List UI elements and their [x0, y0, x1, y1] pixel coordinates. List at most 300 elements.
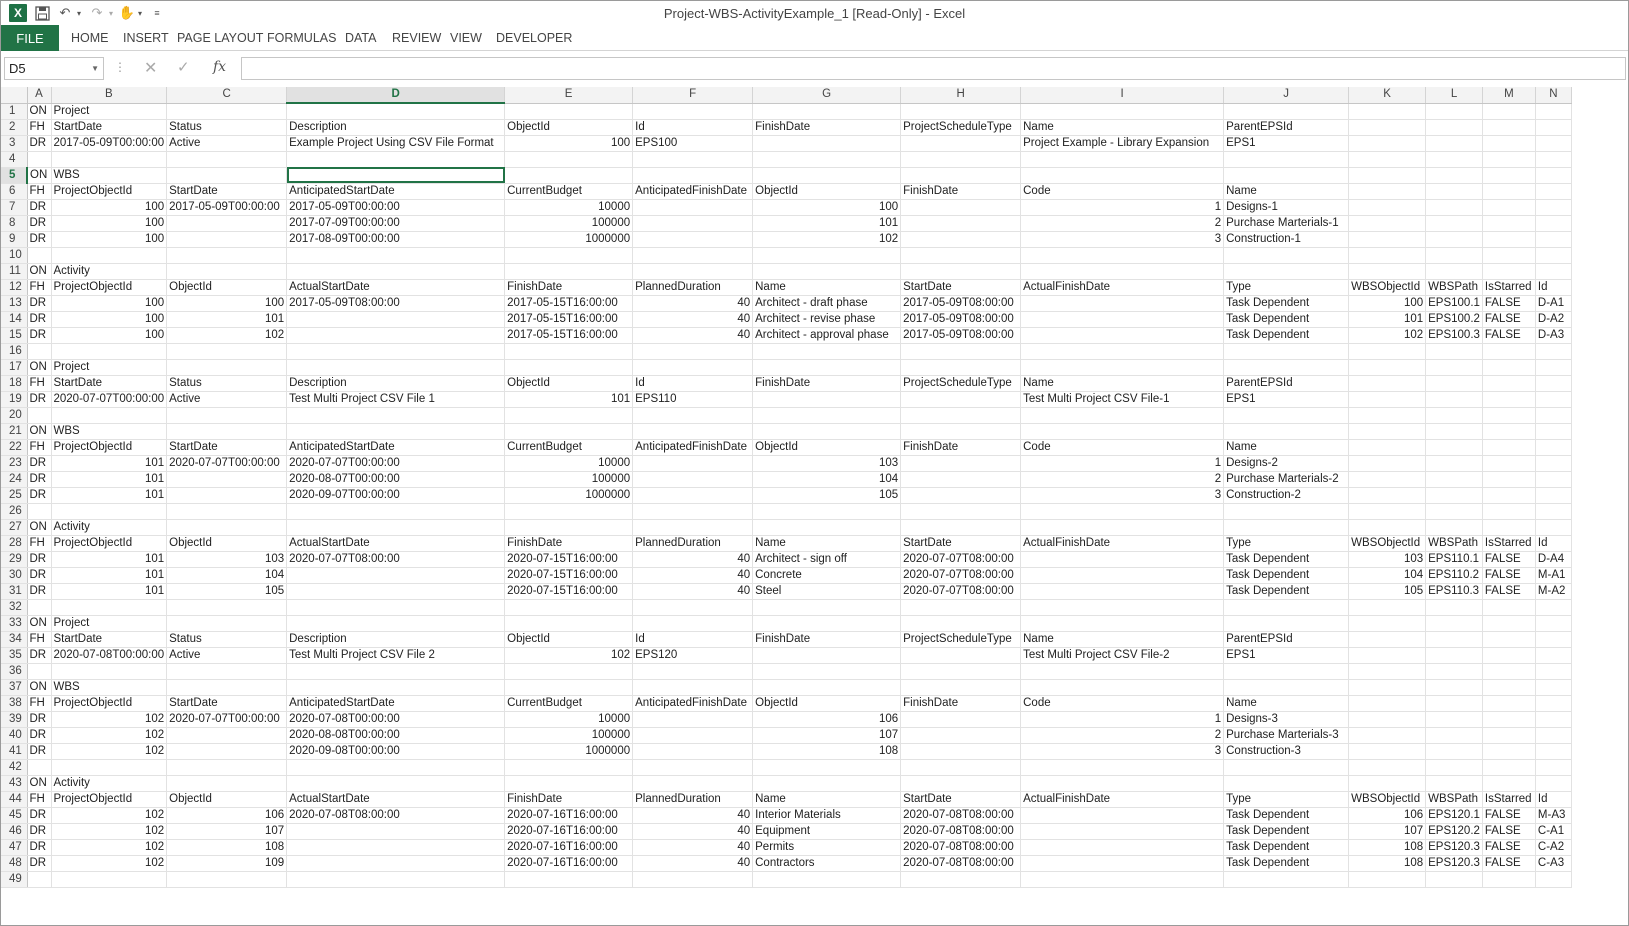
cell-a35[interactable]: DR [27, 647, 51, 663]
cell-g21[interactable] [753, 423, 901, 439]
cell-f7[interactable] [633, 199, 753, 215]
undo-dropdown-icon[interactable]: ▾ [76, 8, 81, 18]
cell-a14[interactable]: DR [27, 311, 51, 327]
tab-view[interactable]: VIEW [450, 31, 482, 45]
cell-e40[interactable]: 100000 [505, 727, 633, 743]
cell-b10[interactable] [51, 247, 167, 263]
cell-m3[interactable] [1482, 135, 1535, 151]
cell-d3[interactable]: Example Project Using CSV File Format [287, 135, 505, 151]
cell-f9[interactable] [633, 231, 753, 247]
row-header[interactable]: 33 [1, 615, 27, 631]
cell-a19[interactable]: DR [27, 391, 51, 407]
tab-insert[interactable]: INSERT [123, 31, 169, 45]
cell-n11[interactable] [1535, 263, 1571, 279]
cell-n7[interactable] [1535, 199, 1571, 215]
cell-c43[interactable] [167, 775, 287, 791]
cell-f19[interactable]: EPS110 [633, 391, 753, 407]
cell-k44[interactable]: WBSObjectId [1349, 791, 1426, 807]
cell-l40[interactable] [1426, 727, 1483, 743]
cell-j8[interactable]: Purchase Marterials-1 [1224, 215, 1349, 231]
cell-h28[interactable]: StartDate [901, 535, 1021, 551]
cell-h42[interactable] [901, 759, 1021, 775]
cell-a42[interactable] [27, 759, 51, 775]
cell-j11[interactable] [1224, 263, 1349, 279]
cell-a33[interactable]: ON [27, 615, 51, 631]
cell-n5[interactable] [1535, 167, 1571, 183]
cell-a24[interactable]: DR [27, 471, 51, 487]
cell-l23[interactable] [1426, 455, 1483, 471]
cell-j2[interactable]: ParentEPSId [1224, 119, 1349, 135]
cell-h44[interactable]: StartDate [901, 791, 1021, 807]
cell-b4[interactable] [51, 151, 167, 167]
row-header[interactable]: 1 [1, 103, 27, 119]
cell-n37[interactable] [1535, 679, 1571, 695]
cell-n22[interactable] [1535, 439, 1571, 455]
cell-h27[interactable] [901, 519, 1021, 535]
cell-a13[interactable]: DR [27, 295, 51, 311]
cell-m38[interactable] [1482, 695, 1535, 711]
cell-n17[interactable] [1535, 359, 1571, 375]
cell-i11[interactable] [1021, 263, 1224, 279]
cell-h29[interactable]: 2020-07-07T08:00:00 [901, 551, 1021, 567]
row-header[interactable]: 4 [1, 151, 27, 167]
cell-e33[interactable] [505, 615, 633, 631]
row-header[interactable]: 35 [1, 647, 27, 663]
cell-d26[interactable] [287, 503, 505, 519]
cell-b27[interactable]: Activity [51, 519, 167, 535]
cell-m32[interactable] [1482, 599, 1535, 615]
cell-m12[interactable]: IsStarred [1482, 279, 1535, 295]
cell-n46[interactable]: C-A1 [1535, 823, 1571, 839]
cell-i48[interactable] [1021, 855, 1224, 871]
cell-n1[interactable] [1535, 103, 1571, 119]
cancel-icon[interactable]: ✕ [144, 60, 158, 77]
column-header-d[interactable]: D [287, 87, 505, 103]
cell-j21[interactable] [1224, 423, 1349, 439]
name-box-dropdown-icon[interactable]: ▼ [91, 64, 99, 73]
redo-icon[interactable]: ↷ [91, 5, 103, 20]
cell-g22[interactable]: ObjectId [753, 439, 901, 455]
cell-l29[interactable]: EPS110.1 [1426, 551, 1483, 567]
cell-e19[interactable]: 101 [505, 391, 633, 407]
cell-f5[interactable] [633, 167, 753, 183]
cell-f34[interactable]: Id [633, 631, 753, 647]
cell-g26[interactable] [753, 503, 901, 519]
cell-h21[interactable] [901, 423, 1021, 439]
cell-f20[interactable] [633, 407, 753, 423]
row-header[interactable]: 49 [1, 871, 27, 887]
cell-g3[interactable] [753, 135, 901, 151]
cell-d8[interactable]: 2017-07-09T00:00:00 [287, 215, 505, 231]
cell-j33[interactable] [1224, 615, 1349, 631]
cell-l30[interactable]: EPS110.2 [1426, 567, 1483, 583]
cell-f46[interactable]: 40 [633, 823, 753, 839]
cell-c22[interactable]: StartDate [167, 439, 287, 455]
cell-g4[interactable] [753, 151, 901, 167]
cell-j3[interactable]: EPS1 [1224, 135, 1349, 151]
cell-d41[interactable]: 2020-09-08T00:00:00 [287, 743, 505, 759]
cell-k41[interactable] [1349, 743, 1426, 759]
cell-g46[interactable]: Equipment [753, 823, 901, 839]
cell-k26[interactable] [1349, 503, 1426, 519]
cell-g35[interactable] [753, 647, 901, 663]
cell-i33[interactable] [1021, 615, 1224, 631]
cell-n20[interactable] [1535, 407, 1571, 423]
cell-g44[interactable]: Name [753, 791, 901, 807]
cell-c16[interactable] [167, 343, 287, 359]
cell-h49[interactable] [901, 871, 1021, 887]
cell-g27[interactable] [753, 519, 901, 535]
cell-d44[interactable]: ActualStartDate [287, 791, 505, 807]
column-header-b[interactable]: B [51, 87, 167, 103]
column-header-l[interactable]: L [1426, 87, 1483, 103]
cell-l44[interactable]: WBSPath [1426, 791, 1483, 807]
cell-i7[interactable]: 1 [1021, 199, 1224, 215]
cell-i44[interactable]: ActualFinishDate [1021, 791, 1224, 807]
row-header[interactable]: 17 [1, 359, 27, 375]
insert-function-icon[interactable]: fx [213, 59, 227, 75]
cell-h13[interactable]: 2017-05-09T08:00:00 [901, 295, 1021, 311]
cell-m43[interactable] [1482, 775, 1535, 791]
cell-g14[interactable]: Architect - revise phase [753, 311, 901, 327]
cell-e1[interactable] [505, 103, 633, 119]
cell-n9[interactable] [1535, 231, 1571, 247]
cell-i36[interactable] [1021, 663, 1224, 679]
row-header[interactable]: 38 [1, 695, 27, 711]
cell-i45[interactable] [1021, 807, 1224, 823]
cell-h40[interactable] [901, 727, 1021, 743]
undo-icon[interactable]: ↶ [59, 5, 71, 20]
cell-d20[interactable] [287, 407, 505, 423]
cell-h19[interactable] [901, 391, 1021, 407]
row-header[interactable]: 39 [1, 711, 27, 727]
cell-m20[interactable] [1482, 407, 1535, 423]
cell-l9[interactable] [1426, 231, 1483, 247]
cell-g37[interactable] [753, 679, 901, 695]
cell-n13[interactable]: D-A1 [1535, 295, 1571, 311]
cell-k29[interactable]: 103 [1349, 551, 1426, 567]
row-header[interactable]: 6 [1, 183, 27, 199]
cell-j30[interactable]: Task Dependent [1224, 567, 1349, 583]
cell-b36[interactable] [51, 663, 167, 679]
row-header[interactable]: 34 [1, 631, 27, 647]
cell-g1[interactable] [753, 103, 901, 119]
cell-l11[interactable] [1426, 263, 1483, 279]
cell-a47[interactable]: DR [27, 839, 51, 855]
cell-k48[interactable]: 108 [1349, 855, 1426, 871]
cell-d46[interactable] [287, 823, 505, 839]
cell-m47[interactable]: FALSE [1482, 839, 1535, 855]
cell-m5[interactable] [1482, 167, 1535, 183]
cell-a28[interactable]: FH [27, 535, 51, 551]
cell-e43[interactable] [505, 775, 633, 791]
column-header-m[interactable]: M [1482, 87, 1535, 103]
cell-i21[interactable] [1021, 423, 1224, 439]
cell-c11[interactable] [167, 263, 287, 279]
cell-f6[interactable]: AnticipatedFinishDate [633, 183, 753, 199]
cell-l1[interactable] [1426, 103, 1483, 119]
cell-f40[interactable] [633, 727, 753, 743]
cell-l35[interactable] [1426, 647, 1483, 663]
cell-n42[interactable] [1535, 759, 1571, 775]
cell-e15[interactable]: 2017-05-15T16:00:00 [505, 327, 633, 343]
cell-j27[interactable] [1224, 519, 1349, 535]
cell-e29[interactable]: 2020-07-15T16:00:00 [505, 551, 633, 567]
cell-m27[interactable] [1482, 519, 1535, 535]
column-header-a[interactable]: A [27, 87, 51, 103]
cell-n26[interactable] [1535, 503, 1571, 519]
cell-m22[interactable] [1482, 439, 1535, 455]
cell-a6[interactable]: FH [27, 183, 51, 199]
cell-f48[interactable]: 40 [633, 855, 753, 871]
cell-e12[interactable]: FinishDate [505, 279, 633, 295]
row-header[interactable]: 26 [1, 503, 27, 519]
cell-b26[interactable] [51, 503, 167, 519]
cell-d43[interactable] [287, 775, 505, 791]
cell-j16[interactable] [1224, 343, 1349, 359]
cell-g2[interactable]: FinishDate [753, 119, 901, 135]
cell-e42[interactable] [505, 759, 633, 775]
cell-a41[interactable]: DR [27, 743, 51, 759]
cell-j35[interactable]: EPS1 [1224, 647, 1349, 663]
cell-i40[interactable]: 2 [1021, 727, 1224, 743]
cell-h9[interactable] [901, 231, 1021, 247]
cell-n32[interactable] [1535, 599, 1571, 615]
cell-g28[interactable]: Name [753, 535, 901, 551]
cell-m48[interactable]: FALSE [1482, 855, 1535, 871]
select-all-corner[interactable] [1, 87, 27, 103]
cell-j1[interactable] [1224, 103, 1349, 119]
cell-c41[interactable] [167, 743, 287, 759]
cell-l34[interactable] [1426, 631, 1483, 647]
cell-f37[interactable] [633, 679, 753, 695]
cell-l49[interactable] [1426, 871, 1483, 887]
enter-check-icon[interactable]: ✓ [177, 59, 190, 76]
cell-c38[interactable]: StartDate [167, 695, 287, 711]
touch-mode-dropdown-icon[interactable]: ▾ [137, 8, 142, 18]
cell-h22[interactable]: FinishDate [901, 439, 1021, 455]
cell-c32[interactable] [167, 599, 287, 615]
cell-m39[interactable] [1482, 711, 1535, 727]
cell-b34[interactable]: StartDate [51, 631, 167, 647]
cell-j43[interactable] [1224, 775, 1349, 791]
cell-b28[interactable]: ProjectObjectId [51, 535, 167, 551]
cell-m36[interactable] [1482, 663, 1535, 679]
cell-f4[interactable] [633, 151, 753, 167]
cell-l2[interactable] [1426, 119, 1483, 135]
tab-review[interactable]: REVIEW [392, 31, 442, 45]
cell-g45[interactable]: Interior Materials [753, 807, 901, 823]
cell-n6[interactable] [1535, 183, 1571, 199]
cell-m24[interactable] [1482, 471, 1535, 487]
cell-h43[interactable] [901, 775, 1021, 791]
cell-c33[interactable] [167, 615, 287, 631]
cell-h6[interactable]: FinishDate [901, 183, 1021, 199]
cell-n29[interactable]: D-A4 [1535, 551, 1571, 567]
cell-c45[interactable]: 106 [167, 807, 287, 823]
cell-j15[interactable]: Task Dependent [1224, 327, 1349, 343]
cell-g40[interactable]: 107 [753, 727, 901, 743]
cell-l19[interactable] [1426, 391, 1483, 407]
cell-b16[interactable] [51, 343, 167, 359]
cell-i18[interactable]: Name [1021, 375, 1224, 391]
cell-f22[interactable]: AnticipatedFinishDate [633, 439, 753, 455]
cell-k37[interactable] [1349, 679, 1426, 695]
cell-n34[interactable] [1535, 631, 1571, 647]
cell-i19[interactable]: Test Multi Project CSV File-1 [1021, 391, 1224, 407]
cell-m8[interactable] [1482, 215, 1535, 231]
cell-m42[interactable] [1482, 759, 1535, 775]
cell-g6[interactable]: ObjectId [753, 183, 901, 199]
cell-b37[interactable]: WBS [51, 679, 167, 695]
cell-g8[interactable]: 101 [753, 215, 901, 231]
cell-h35[interactable] [901, 647, 1021, 663]
cell-i28[interactable]: ActualFinishDate [1021, 535, 1224, 551]
cell-d1[interactable] [287, 103, 505, 119]
cell-b47[interactable]: 102 [51, 839, 167, 855]
cell-n43[interactable] [1535, 775, 1571, 791]
cell-n38[interactable] [1535, 695, 1571, 711]
cell-a38[interactable]: FH [27, 695, 51, 711]
cell-e30[interactable]: 2020-07-15T16:00:00 [505, 567, 633, 583]
cell-e11[interactable] [505, 263, 633, 279]
cell-m26[interactable] [1482, 503, 1535, 519]
cell-j7[interactable]: Designs-1 [1224, 199, 1349, 215]
cell-k45[interactable]: 106 [1349, 807, 1426, 823]
cell-b2[interactable]: StartDate [51, 119, 167, 135]
cell-g12[interactable]: Name [753, 279, 901, 295]
cell-k38[interactable] [1349, 695, 1426, 711]
cell-e5[interactable] [505, 167, 633, 183]
cell-n33[interactable] [1535, 615, 1571, 631]
cell-b39[interactable]: 102 [51, 711, 167, 727]
cell-m31[interactable]: FALSE [1482, 583, 1535, 599]
cell-n30[interactable]: M-A1 [1535, 567, 1571, 583]
cell-j40[interactable]: Purchase Marterials-3 [1224, 727, 1349, 743]
cell-j42[interactable] [1224, 759, 1349, 775]
cell-k11[interactable] [1349, 263, 1426, 279]
cell-e20[interactable] [505, 407, 633, 423]
cell-i42[interactable] [1021, 759, 1224, 775]
cell-l16[interactable] [1426, 343, 1483, 359]
cell-j25[interactable]: Construction-2 [1224, 487, 1349, 503]
cell-i38[interactable]: Code [1021, 695, 1224, 711]
cell-h24[interactable] [901, 471, 1021, 487]
cell-i14[interactable] [1021, 311, 1224, 327]
cell-e23[interactable]: 10000 [505, 455, 633, 471]
cell-j10[interactable] [1224, 247, 1349, 263]
cell-i27[interactable] [1021, 519, 1224, 535]
cell-g10[interactable] [753, 247, 901, 263]
cell-b42[interactable] [51, 759, 167, 775]
cell-n39[interactable] [1535, 711, 1571, 727]
cell-i41[interactable]: 3 [1021, 743, 1224, 759]
row-header[interactable]: 3 [1, 135, 27, 151]
cell-b29[interactable]: 101 [51, 551, 167, 567]
row-header[interactable]: 31 [1, 583, 27, 599]
cell-m15[interactable]: FALSE [1482, 327, 1535, 343]
cell-c44[interactable]: ObjectId [167, 791, 287, 807]
cell-n3[interactable] [1535, 135, 1571, 151]
row-header[interactable]: 37 [1, 679, 27, 695]
cell-d16[interactable] [287, 343, 505, 359]
cell-f35[interactable]: EPS120 [633, 647, 753, 663]
cell-l6[interactable] [1426, 183, 1483, 199]
cell-i32[interactable] [1021, 599, 1224, 615]
cell-k13[interactable]: 100 [1349, 295, 1426, 311]
cell-m34[interactable] [1482, 631, 1535, 647]
cell-l15[interactable]: EPS100.3 [1426, 327, 1483, 343]
cell-d28[interactable]: ActualStartDate [287, 535, 505, 551]
cell-j12[interactable]: Type [1224, 279, 1349, 295]
cell-a1[interactable]: ON [27, 103, 51, 119]
cell-i6[interactable]: Code [1021, 183, 1224, 199]
row-header[interactable]: 22 [1, 439, 27, 455]
cell-j24[interactable]: Purchase Marterials-2 [1224, 471, 1349, 487]
cell-g20[interactable] [753, 407, 901, 423]
cell-e10[interactable] [505, 247, 633, 263]
cell-j18[interactable]: ParentEPSId [1224, 375, 1349, 391]
cell-h32[interactable] [901, 599, 1021, 615]
cell-j4[interactable] [1224, 151, 1349, 167]
cell-a36[interactable] [27, 663, 51, 679]
cell-i8[interactable]: 2 [1021, 215, 1224, 231]
cell-j41[interactable]: Construction-3 [1224, 743, 1349, 759]
cell-i22[interactable]: Code [1021, 439, 1224, 455]
cell-e7[interactable]: 10000 [505, 199, 633, 215]
cell-l48[interactable]: EPS120.3 [1426, 855, 1483, 871]
cell-h1[interactable] [901, 103, 1021, 119]
cell-k34[interactable] [1349, 631, 1426, 647]
cell-b45[interactable]: 102 [51, 807, 167, 823]
row-header[interactable]: 19 [1, 391, 27, 407]
cell-h48[interactable]: 2020-07-08T08:00:00 [901, 855, 1021, 871]
cell-b20[interactable] [51, 407, 167, 423]
row-header[interactable]: 21 [1, 423, 27, 439]
cell-b6[interactable]: ProjectObjectId [51, 183, 167, 199]
cell-k28[interactable]: WBSObjectId [1349, 535, 1426, 551]
cell-a16[interactable] [27, 343, 51, 359]
cell-e8[interactable]: 100000 [505, 215, 633, 231]
cell-d4[interactable] [287, 151, 505, 167]
cell-d35[interactable]: Test Multi Project CSV File 2 [287, 647, 505, 663]
cell-b19[interactable]: 2020-07-07T00:00:00 [51, 391, 167, 407]
cell-i20[interactable] [1021, 407, 1224, 423]
cell-e24[interactable]: 100000 [505, 471, 633, 487]
tab-data[interactable]: DATA [345, 31, 377, 45]
cell-i46[interactable] [1021, 823, 1224, 839]
tab-file[interactable]: FILE [1, 25, 59, 51]
row-header[interactable]: 24 [1, 471, 27, 487]
cell-d23[interactable]: 2020-07-07T00:00:00 [287, 455, 505, 471]
cell-l22[interactable] [1426, 439, 1483, 455]
cell-d31[interactable] [287, 583, 505, 599]
cell-a7[interactable]: DR [27, 199, 51, 215]
cell-k10[interactable] [1349, 247, 1426, 263]
cell-n10[interactable] [1535, 247, 1571, 263]
cell-m40[interactable] [1482, 727, 1535, 743]
cell-h12[interactable]: StartDate [901, 279, 1021, 295]
cell-f45[interactable]: 40 [633, 807, 753, 823]
cell-k18[interactable] [1349, 375, 1426, 391]
cell-e34[interactable]: ObjectId [505, 631, 633, 647]
cell-i47[interactable] [1021, 839, 1224, 855]
cell-c30[interactable]: 104 [167, 567, 287, 583]
cell-a4[interactable] [27, 151, 51, 167]
cell-e16[interactable] [505, 343, 633, 359]
cell-k1[interactable] [1349, 103, 1426, 119]
cell-m46[interactable]: FALSE [1482, 823, 1535, 839]
